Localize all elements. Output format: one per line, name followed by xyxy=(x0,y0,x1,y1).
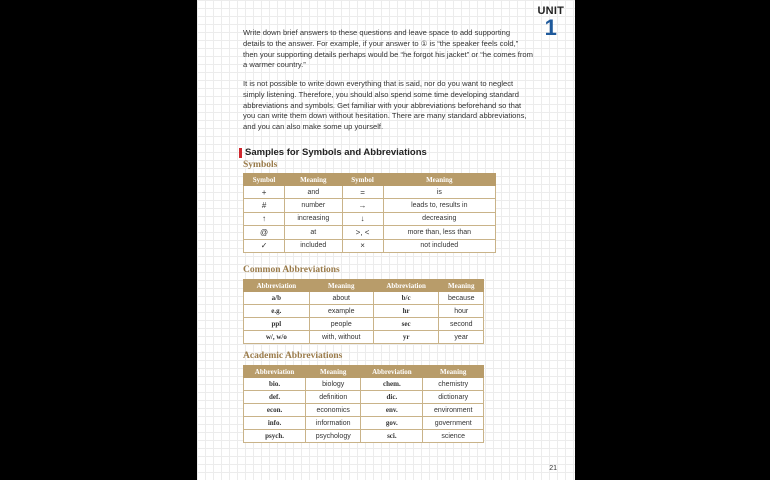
meaning-cell: information xyxy=(306,417,361,430)
paragraph-1: Write down brief answers to these questions and leave space to add supporting details to the answer. For example, if your answer to ① is “the speaker feels cold,” then your supporting details perhaps would be “he forgot his jacket” or “he comes from a warmer country.” xyxy=(243,28,533,70)
academic-abbreviations-heading: Academic Abbreviations xyxy=(243,351,343,361)
table-row xyxy=(244,199,496,212)
abbreviation-cell: sci. xyxy=(361,430,423,443)
table-header: Symbol xyxy=(342,174,383,186)
table-header: Meaning xyxy=(309,280,373,292)
abbreviation-cell: b/c xyxy=(373,292,439,305)
table-header: Meaning xyxy=(306,366,361,378)
meaning-cell: leads to, results in xyxy=(383,199,495,212)
table-row xyxy=(244,186,496,199)
meaning-cell: about xyxy=(309,292,373,305)
meaning-cell: definition xyxy=(306,391,361,404)
table-header: Symbol xyxy=(244,174,285,186)
symbol-cell: @ xyxy=(244,226,285,239)
table-row xyxy=(244,212,496,225)
abbreviation-cell: ppl xyxy=(244,318,310,331)
meaning-cell: is xyxy=(383,186,495,199)
abbreviation-cell: a/b xyxy=(244,292,310,305)
abbreviation-cell: chem. xyxy=(361,378,423,391)
meaning-cell: hour xyxy=(439,305,484,318)
meaning-cell: psychology xyxy=(306,430,361,443)
meaning-cell: not included xyxy=(383,239,495,252)
symbol-cell: → xyxy=(342,199,383,212)
table-row xyxy=(244,331,484,344)
table-header: Abbreviation xyxy=(361,366,423,378)
table-row xyxy=(244,404,484,417)
meaning-cell: example xyxy=(309,305,373,318)
table-header: Abbreviation xyxy=(244,366,306,378)
symbol-cell: ↓ xyxy=(342,212,383,225)
meaning-cell: environment xyxy=(423,404,484,417)
meaning-cell: included xyxy=(285,239,342,252)
section-title: Samples for Symbols and Abbreviations xyxy=(239,147,427,158)
page-number: 21 xyxy=(549,465,557,472)
table-header: Abbreviation xyxy=(373,280,439,292)
symbol-cell: ↑ xyxy=(244,212,285,225)
meaning-cell: economics xyxy=(306,404,361,417)
table-row xyxy=(244,292,484,305)
meaning-cell: year xyxy=(439,331,484,344)
table-row xyxy=(244,239,496,252)
symbol-cell: >, < xyxy=(342,226,383,239)
abbreviation-cell: info. xyxy=(244,417,306,430)
meaning-cell: number xyxy=(285,199,342,212)
common-abbreviations-heading: Common Abbreviations xyxy=(243,265,340,275)
abbreviation-cell: def. xyxy=(244,391,306,404)
table-row xyxy=(244,318,484,331)
academic-abbreviations-table xyxy=(243,365,484,443)
table-header: Meaning xyxy=(383,174,495,186)
table-row xyxy=(244,378,484,391)
symbol-cell: ✓ xyxy=(244,239,285,252)
abbreviation-cell: dic. xyxy=(361,391,423,404)
table-header: Meaning xyxy=(439,280,484,292)
symbols-heading: Symbols xyxy=(243,160,278,170)
abbreviation-cell: gov. xyxy=(361,417,423,430)
meaning-cell: at xyxy=(285,226,342,239)
table-header: Meaning xyxy=(423,366,484,378)
meaning-cell: second xyxy=(439,318,484,331)
abbreviation-cell: econ. xyxy=(244,404,306,417)
table-row xyxy=(244,391,484,404)
abbreviation-cell: e.g. xyxy=(244,305,310,318)
table-row xyxy=(244,305,484,318)
abbreviation-cell: bio. xyxy=(244,378,306,391)
table-header: Abbreviation xyxy=(244,280,310,292)
meaning-cell: increasing xyxy=(285,212,342,225)
meaning-cell: more than, less than xyxy=(383,226,495,239)
unit-badge xyxy=(538,6,564,39)
table-header: Meaning xyxy=(285,174,342,186)
abbreviation-cell: env. xyxy=(361,404,423,417)
common-abbreviations-table xyxy=(243,279,484,344)
meaning-cell: government xyxy=(423,417,484,430)
meaning-cell: dictionary xyxy=(423,391,484,404)
meaning-cell: with, without xyxy=(309,331,373,344)
symbol-cell: × xyxy=(342,239,383,252)
symbols-table xyxy=(243,173,496,253)
table-row xyxy=(244,226,496,239)
unit-label: UNIT xyxy=(537,5,564,17)
abbreviation-cell: psych. xyxy=(244,430,306,443)
meaning-cell: people xyxy=(309,318,373,331)
abbreviation-cell: sec xyxy=(373,318,439,331)
meaning-cell: science xyxy=(423,430,484,443)
symbol-cell: # xyxy=(244,199,285,212)
meaning-cell: and xyxy=(285,186,342,199)
symbol-cell: + xyxy=(244,186,285,199)
textbook-page xyxy=(197,0,575,480)
unit-number: 1 xyxy=(544,15,557,40)
abbreviation-cell: yr xyxy=(373,331,439,344)
meaning-cell: because xyxy=(439,292,484,305)
table-row xyxy=(244,417,484,430)
abbreviation-cell: hr xyxy=(373,305,439,318)
meaning-cell: decreasing xyxy=(383,212,495,225)
symbol-cell: = xyxy=(342,186,383,199)
paragraph-2: It is not possible to write down everything that is said, nor do you want to neglect simply listening. Therefore, you should also spend some time developing standard abbreviations and symbols. Get familiar with your abbreviations beforehand so that you can write them down without hesitation. There are many standard abbreviations, and you can also make some up yourself. xyxy=(243,79,527,132)
meaning-cell: chemistry xyxy=(423,378,484,391)
table-row xyxy=(244,430,484,443)
meaning-cell: biology xyxy=(306,378,361,391)
abbreviation-cell: w/, w/o xyxy=(244,331,310,344)
